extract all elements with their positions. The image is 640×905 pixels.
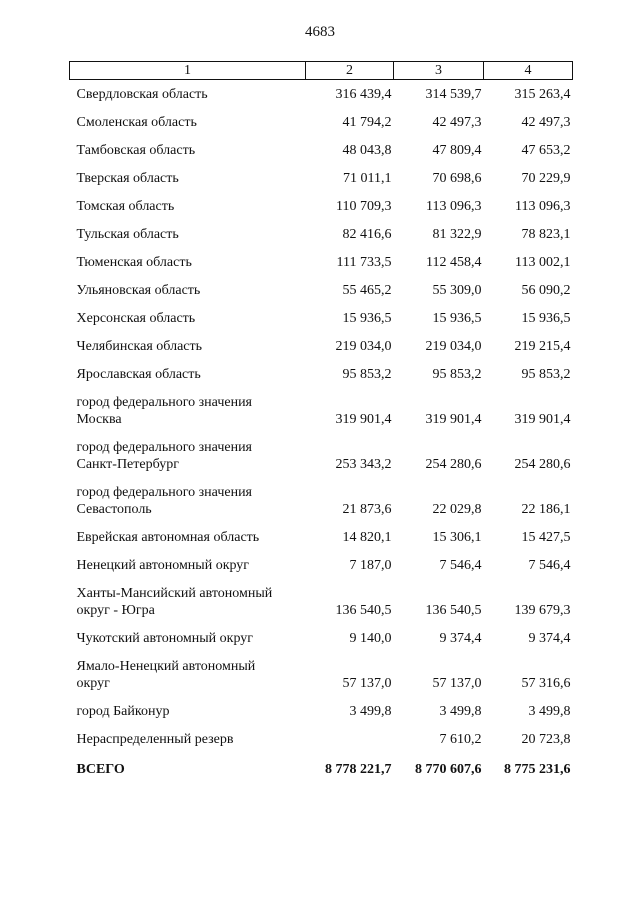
value-cell-col4: 15 936,5: [521, 311, 571, 326]
value-cell-col2: 55 465,2: [342, 283, 392, 298]
value-cell-col2: 253 343,2: [335, 457, 392, 472]
table-body: [70, 80, 573, 779]
value-cell-col2: 3 499,8: [349, 704, 392, 719]
region-name: Тюменская область: [76, 255, 192, 270]
region-name: Свердловская область: [76, 87, 208, 102]
total-row: [70, 748, 573, 778]
region-name: Ненецкий автономный округ: [76, 558, 250, 573]
value-cell-col3: 42 497,3: [432, 115, 482, 130]
value-cell-col4: 42 497,3: [521, 115, 571, 130]
value-cell-col2: 319 901,4: [335, 412, 392, 427]
value-cell-col4: 56 090,2: [521, 283, 571, 298]
region-name-cell: [70, 619, 306, 647]
region-name: Смоленская область: [76, 115, 197, 130]
region-name-cell: [70, 187, 306, 215]
table-header: [70, 62, 573, 80]
table-row: [70, 271, 573, 299]
region-name: Ханты-Мансийский автономный: [76, 586, 273, 601]
table-row: [70, 327, 573, 355]
table-row: [70, 131, 573, 159]
region-name-cell: [70, 299, 306, 327]
table-row: [70, 720, 573, 748]
column-header-3: 3: [394, 62, 484, 80]
region-name-line2: Севастополь: [76, 502, 152, 517]
region-name-cell: [70, 243, 306, 271]
table-row: [70, 428, 573, 473]
value-cell-col4: 319 901,4: [514, 412, 571, 427]
region-name-cell: [70, 720, 306, 748]
region-name-cell: [70, 215, 306, 243]
region-name: Ямало-Ненецкий автономный: [76, 659, 256, 674]
value-cell-col3: 3 499,8: [439, 704, 482, 719]
table-row: [70, 383, 573, 428]
value-cell-col3: 112 458,4: [426, 255, 482, 270]
region-name: город федерального значения: [76, 485, 252, 500]
value-cell-col4: 15 427,5: [521, 530, 571, 545]
region-name: Чукотский автономный округ: [76, 631, 254, 646]
table-row: [70, 692, 573, 720]
table-row: [70, 574, 573, 619]
value-cell-col3: 9 374,4: [439, 631, 482, 646]
value-cell-col4: 113 002,1: [515, 255, 571, 270]
region-name-cell: [70, 428, 306, 473]
value-cell-col2: 136 540,5: [335, 603, 392, 618]
value-cell-col2: 71 011,1: [343, 171, 392, 186]
region-name: Тверская область: [76, 171, 179, 186]
region-name-cell: [70, 271, 306, 299]
region-name-line2: Санкт-Петербург: [76, 457, 179, 472]
region-name: Нераспределенный резерв: [76, 732, 234, 747]
total-value-col3: 8 770 607,6: [415, 762, 482, 777]
region-name: Челябинская область: [76, 339, 202, 354]
table-row: [70, 473, 573, 518]
value-cell-col3: 254 280,6: [425, 457, 482, 472]
value-cell-col3: 7 546,4: [439, 558, 482, 573]
table-row: [70, 215, 573, 243]
region-name: Тульская область: [76, 227, 179, 242]
header-row: [70, 62, 573, 80]
region-name-line2: округ - Югра: [76, 603, 155, 618]
region-name-cell: [70, 383, 306, 428]
table-row: [70, 243, 573, 271]
region-name-cell: [70, 574, 306, 619]
region-name: Херсонская область: [76, 311, 196, 326]
value-cell-col4: 57 316,6: [521, 676, 571, 691]
value-cell-col2: 57 137,0: [342, 676, 392, 691]
region-name: город федерального значения: [76, 395, 252, 410]
region-name-cell: [70, 473, 306, 518]
value-cell-col4: 139 679,3: [514, 603, 571, 618]
value-cell-col2: 9 140,0: [349, 631, 392, 646]
region-name-cell: [70, 692, 306, 720]
region-name-cell: [70, 518, 306, 546]
value-cell-col4: 219 215,4: [514, 339, 571, 354]
value-cell-col3: 219 034,0: [425, 339, 482, 354]
table-row: [70, 546, 573, 574]
value-cell-col2: 14 820,1: [342, 530, 392, 545]
table-row: [70, 187, 573, 215]
region-name: город федерального значения: [76, 440, 252, 455]
value-cell-col3: 113 096,3: [426, 199, 482, 214]
region-name-cell: [70, 546, 306, 574]
value-cell-col4: 113 096,3: [515, 199, 571, 214]
table-row: [70, 518, 573, 546]
value-cell-col2: 7 187,0: [349, 558, 392, 573]
value-cell-col3: 57 137,0: [432, 676, 482, 691]
table-row: [70, 80, 573, 104]
region-name: Ульяновская область: [76, 283, 201, 298]
page-number: 4683: [305, 24, 335, 40]
table-row: [70, 619, 573, 647]
region-name: Тамбовская область: [76, 143, 196, 158]
value-cell-col2: 21 873,6: [342, 502, 392, 517]
table-row: [70, 159, 573, 187]
budget-table: [69, 61, 573, 778]
value-cell-col2: 82 416,6: [342, 227, 392, 242]
value-cell-col4: 315 263,4: [514, 87, 571, 102]
value-cell-col3: 314 539,7: [425, 87, 482, 102]
region-name-line2: округ: [76, 676, 110, 691]
value-cell-col2: [306, 720, 394, 748]
value-cell-col4: 20 723,8: [521, 732, 571, 747]
value-cell-col3: 22 029,8: [432, 502, 482, 517]
value-cell-col2: 48 043,8: [342, 143, 392, 158]
value-cell-col2: 95 853,2: [342, 367, 392, 382]
value-cell-col3: 81 322,9: [432, 227, 482, 242]
region-name-cell: [70, 355, 306, 383]
value-cell-col4: 3 499,8: [528, 704, 571, 719]
value-cell-col4: 7 546,4: [528, 558, 571, 573]
table-row: [70, 647, 573, 692]
value-cell-col3: 15 306,1: [432, 530, 482, 545]
value-cell-col3: 95 853,2: [432, 367, 482, 382]
table-row: [70, 355, 573, 383]
column-header-1: 1: [70, 62, 306, 80]
value-cell-col4: 47 653,2: [521, 143, 571, 158]
region-name-cell: [70, 159, 306, 187]
value-cell-col4: 78 823,1: [521, 227, 571, 242]
value-cell-col2: 316 439,4: [335, 87, 392, 102]
region-name-cell: [70, 80, 306, 104]
value-cell-col4: 22 186,1: [521, 502, 571, 517]
table-row: [70, 299, 573, 327]
region-name: Ярославская область: [76, 367, 201, 382]
value-cell-col4: 254 280,6: [514, 457, 571, 472]
region-name: Еврейская автономная область: [76, 530, 260, 545]
column-header-2: 2: [306, 62, 394, 80]
value-cell-col3: 136 540,5: [425, 603, 482, 618]
region-name-line2: Москва: [76, 412, 122, 427]
value-cell-col2: 15 936,5: [342, 311, 392, 326]
region-name-cell: [70, 327, 306, 355]
region-name-cell: [70, 647, 306, 692]
value-cell-col2: 219 034,0: [335, 339, 392, 354]
region-name: город Байконур: [76, 704, 170, 719]
value-cell-col3: 319 901,4: [425, 412, 482, 427]
total-label: ВСЕГО: [76, 762, 125, 777]
value-cell-col4: 9 374,4: [528, 631, 571, 646]
region-name-cell: [70, 131, 306, 159]
value-cell-col3: 55 309,0: [432, 283, 482, 298]
total-value-col2: 8 778 221,7: [325, 762, 392, 777]
value-cell-col2: 111 733,5: [336, 255, 392, 270]
value-cell-col2: 110 709,3: [336, 199, 392, 214]
region-name: Томская область: [76, 199, 175, 214]
table-row: [70, 103, 573, 131]
column-header-4: 4: [484, 62, 573, 80]
value-cell-col4: 95 853,2: [521, 367, 571, 382]
value-cell-col3: 47 809,4: [432, 143, 482, 158]
total-value-col4: 8 775 231,6: [504, 762, 571, 777]
region-name-cell: [70, 103, 306, 131]
value-cell-col2: 41 794,2: [342, 115, 392, 130]
value-cell-col3: 70 698,6: [432, 171, 482, 186]
value-cell-col3: 7 610,2: [439, 732, 482, 747]
value-cell-col3: 15 936,5: [432, 311, 482, 326]
value-cell-col4: 70 229,9: [521, 171, 571, 186]
